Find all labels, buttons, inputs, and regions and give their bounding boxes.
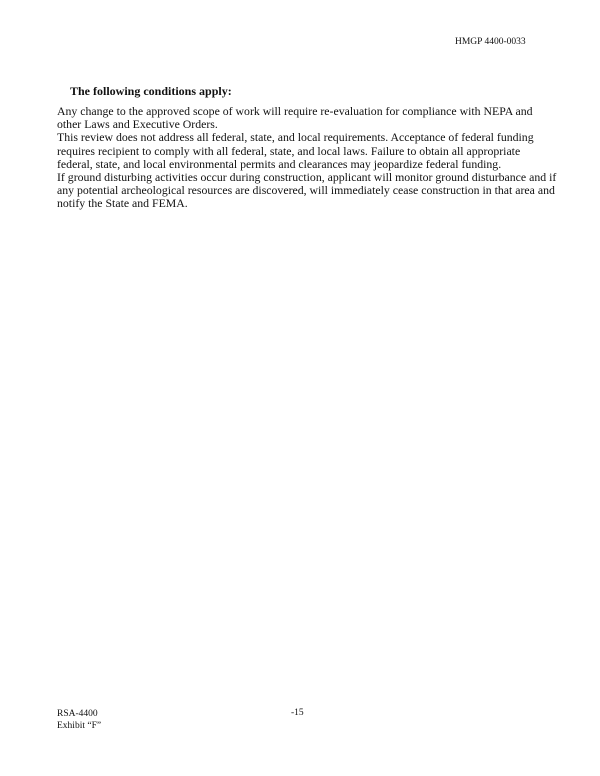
conditions-heading: The following conditions apply:: [70, 84, 232, 98]
footer-form-info: [57, 708, 101, 732]
footer-form-number: RSA-4400: [57, 709, 98, 719]
condition-paragraph-requirements: This review does not address all federal, state, and local requirements. Acceptance of federal funding requires recipient to comply with all federal, state, and local laws. Failure to obtain all appropriate federal, state, and local environmental permits and clearances may jeopardize federal funding.: [57, 130, 534, 171]
conditions-body: [57, 105, 557, 211]
page-number: -15: [291, 708, 304, 718]
document-id: HMGP 4400-0033: [455, 37, 526, 47]
condition-paragraph-ground-disturbance: If ground disturbing activities occur during construction, applicant will monitor ground disturbance and if any potential archeological resources are discovered, will immediately cease construction in that area and notify the State and FEMA.: [57, 170, 557, 211]
condition-paragraph-scope-change: Any change to the approved scope of work will require re-evaluation for compliance with NEPA and other Laws and Executive Orders.: [57, 104, 533, 132]
footer-exhibit: Exhibit “F”: [57, 721, 102, 731]
